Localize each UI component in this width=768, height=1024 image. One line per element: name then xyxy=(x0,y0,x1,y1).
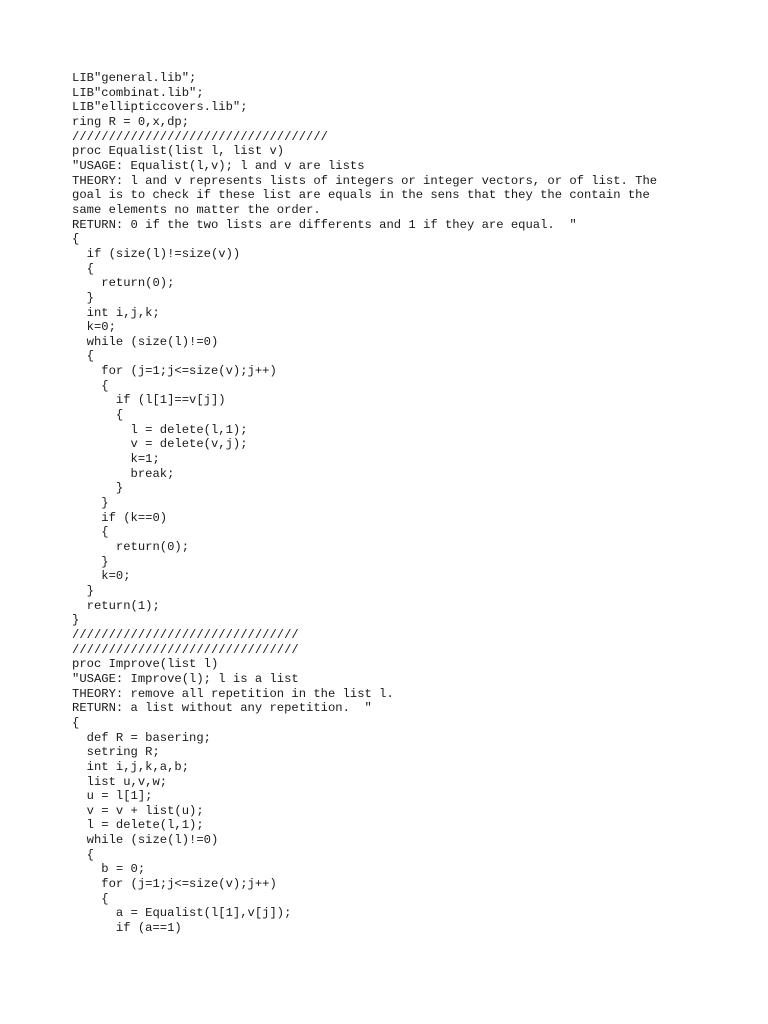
code-line: RETURN: 0 if the two lists are differents and 1 if they are equal. " xyxy=(72,217,577,232)
code-line: for (j=1;j<=size(v);j++) xyxy=(72,364,277,379)
code-line: { xyxy=(72,408,124,423)
code-line: b = 0; xyxy=(72,862,146,877)
code-line: { xyxy=(72,232,80,247)
code-line: { xyxy=(72,715,80,730)
code-line: proc Improve(list l) xyxy=(72,657,219,672)
code-line: LIB"ellipticcovers.lib"; xyxy=(72,100,248,115)
code-line: "USAGE: Equalist(l,v); l and v are lists xyxy=(72,158,365,173)
code-line: } xyxy=(72,583,94,598)
code-line: return(1); xyxy=(72,598,160,613)
code-line: /////////////////////////////////// xyxy=(72,129,328,144)
code-line: k=0; xyxy=(72,320,116,335)
code-line: u = l[1]; xyxy=(72,789,153,804)
code-line: } xyxy=(72,290,94,305)
code-line: setring R; xyxy=(72,745,160,760)
code-line: if (l[1]==v[j]) xyxy=(72,393,226,408)
code-line: proc Equalist(list l, list v) xyxy=(72,144,285,159)
code-line: int i,j,k,a,b; xyxy=(72,759,190,774)
code-listing xyxy=(72,71,712,936)
code-line: { xyxy=(72,847,94,862)
code-line: l = delete(l,1); xyxy=(72,818,204,833)
code-line: list u,v,w; xyxy=(72,774,168,789)
code-line: } xyxy=(72,481,124,496)
code-line: l = delete(l,1); xyxy=(72,422,248,437)
code-line: if (a==1) xyxy=(72,921,182,936)
code-line: { xyxy=(72,378,109,393)
code-line: if (k==0) xyxy=(72,510,168,525)
code-line: a = Equalist(l[1],v[j]); xyxy=(72,906,292,921)
code-line: k=1; xyxy=(72,452,160,467)
code-line: def R = basering; xyxy=(72,730,211,745)
code-line: { xyxy=(72,261,94,276)
code-line: v = delete(v,j); xyxy=(72,437,248,452)
code-line: "USAGE: Improve(l); l is a list xyxy=(72,671,299,686)
code-line: goal is to check if these list are equals in the sens that they the contain the xyxy=(72,188,650,203)
code-line: { xyxy=(72,349,94,364)
code-line: same elements no matter the order. xyxy=(72,202,321,217)
code-line: ring R = 0,x,dp; xyxy=(72,114,190,129)
code-line: /////////////////////////////// xyxy=(72,627,299,642)
code-line: if (size(l)!=size(v)) xyxy=(72,246,241,261)
code-line: return(0); xyxy=(72,540,190,554)
code-line: while (size(l)!=0) xyxy=(72,334,219,349)
code-line: THEORY: l and v represents lists of integers or integer vectors, or of list. The xyxy=(72,173,658,188)
code-line: LIB"general.lib"; xyxy=(72,71,197,85)
code-line: } xyxy=(72,613,80,628)
code-line: break; xyxy=(72,466,175,481)
code-line: RETURN: a list without any repetition. " xyxy=(72,701,372,716)
code-line: /////////////////////////////// xyxy=(72,642,299,657)
code-line: LIB"combinat.lib"; xyxy=(72,85,204,100)
code-line: } xyxy=(72,496,109,511)
code-line: int i,j,k; xyxy=(72,305,160,320)
code-line: for (j=1;j<=size(v);j++) xyxy=(72,877,277,892)
code-line: k=0; xyxy=(72,569,131,584)
code-line: { xyxy=(72,525,109,540)
code-line: } xyxy=(72,554,109,569)
code-line: v = v + list(u); xyxy=(72,803,204,818)
code-line: while (size(l)!=0) xyxy=(72,833,219,848)
code-line: { xyxy=(72,891,109,906)
code-line: return(0); xyxy=(72,276,175,291)
code-line: THEORY: remove all repetition in the list l. xyxy=(72,686,394,701)
